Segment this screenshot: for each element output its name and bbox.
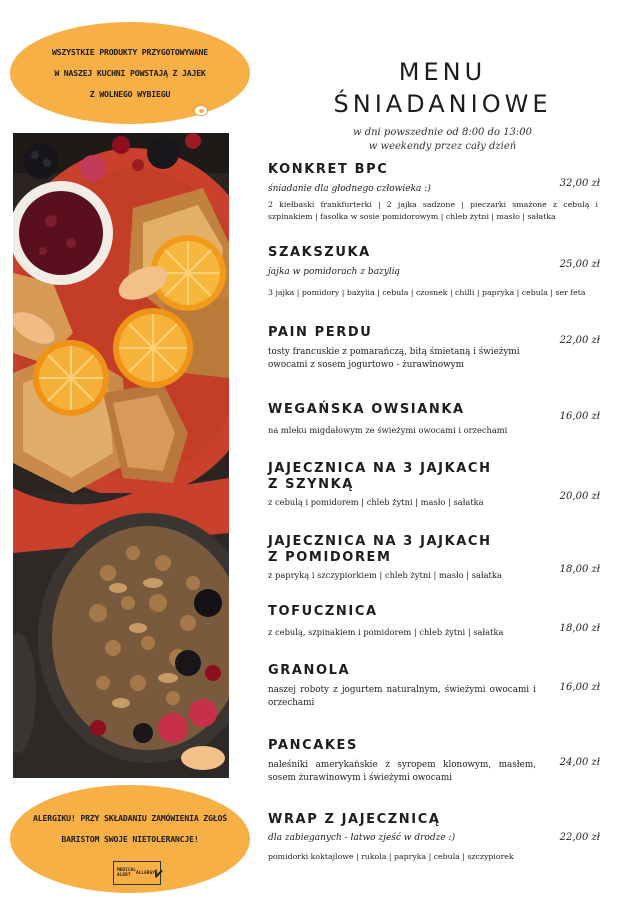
item-subtitle: dla zabieganych - łatwo zjeść w drodze :) [268, 833, 456, 843]
item-description: na mleku migdałowym ze świeżymi owocami i orzechami [268, 425, 508, 435]
item-price: 32,00 zł [559, 178, 600, 189]
menu-item-wrap-z-jajecznica [268, 812, 608, 863]
allergy-icon-label: ALLERGY [135, 870, 155, 876]
menu-item-jajecznica-z-pomidorem [268, 534, 608, 582]
item-price: 24,00 zł [559, 757, 600, 768]
item-description: 3 jajka | pomidory | bazylia | cebula | czosnek | chilli | papryka | cebula | ser feta [268, 288, 586, 297]
notice-free-range-eggs [10, 22, 250, 124]
item-name: JAJECZNICA NA 3 JAJKACH [268, 534, 492, 549]
allergy-icon-label: MEDICAL ALERT [117, 868, 136, 878]
item-name-line2: Z SZYNKĄ [268, 477, 354, 492]
item-description: 2 kiełbaski frankfurterki | 2 jajka sadzone | pieczarki smażone z cebulą i szpinakiem | fasolka w sosie pomidorowym | chleb żytni | masło | sałatka [268, 200, 598, 221]
menu-item-jajecznica-z-szynka [268, 461, 608, 509]
item-description: tosty francuskie z pomarańczą, bitą śmietaną i świeżymi owocami z sosem jogurtowo - żurawinowym [268, 347, 520, 370]
item-name-line2: Z POMIDOREM [268, 550, 392, 565]
item-price: 20,00 zł [559, 491, 600, 502]
item-description: naszej roboty z jogurtem naturalnym, świeżymi owocami i orzechami [268, 685, 536, 708]
opening-hours: w dni powszednie od 8:00 do 13:00 w weekendy przez cały dzień [352, 127, 533, 152]
menu-item-pancakes [268, 738, 608, 785]
page-title: MENU [398, 58, 487, 86]
item-name: WRAP Z JAJECZNICĄ [268, 812, 441, 827]
item-name: GRANOLA [268, 663, 351, 678]
item-price: 16,00 zł [559, 682, 600, 693]
item-subtitle: jajka w pomidorach z bazylią [268, 267, 401, 277]
menu-item-konkret-bpc [268, 162, 608, 223]
menu-item-weganska-owsianka [268, 402, 608, 437]
menu-header [300, 56, 585, 154]
menu-item-granola [268, 663, 608, 710]
menu-item-pain-perdu [268, 325, 608, 372]
item-name: SZAKSZUKA [268, 245, 371, 260]
menu-item-tofucznica [268, 604, 608, 639]
medical-alert-allergy-icon [113, 861, 161, 885]
item-price: 18,00 zł [559, 623, 600, 634]
item-subtitle: śniadanie dla głodnego człowieka :) [268, 184, 431, 194]
notice-line: W NASZEJ KUCHNI POWSTAJĄ Z JAJEK [54, 67, 206, 78]
notice-line: BARISTOM SWOJE NIETOLERANCJE! [61, 834, 199, 844]
item-description: z cebulą, szpinakiem i pomidorem | chleb żytni | sałatka [268, 627, 504, 637]
notice-line: ALERGIKU! PRZY SKŁADANIU ZAMÓWIENIA ZGŁOŚ [33, 813, 227, 823]
item-name: TOFUCZNICA [268, 604, 378, 619]
notice-line: Z WOLNEGO WYBIEGU [89, 88, 171, 99]
food-photo [13, 133, 229, 778]
notice-line: WSZYSTKIE PRODUKTY PRZYGOTOWYWANE [51, 46, 209, 57]
item-name: JAJECZNICA NA 3 JAJKACH [268, 461, 492, 476]
item-name: KONKRET BPC [268, 162, 389, 177]
item-description: z papryką i szczypiorkiem | chleb żytni | masło | sałatka [268, 570, 502, 580]
item-price: 22,00 zł [559, 335, 600, 346]
item-description: pomidorki koktajlowe | rukola | papryka | cebula | szczypiorek [268, 852, 514, 861]
item-price: 16,00 zł [559, 411, 600, 422]
notice-allergy [10, 785, 250, 893]
no-symbol-icon [155, 869, 157, 878]
item-description: z cebulą i pomidorem | chleb żytni | masło | sałatka [268, 497, 484, 507]
item-name: WEGAŃSKA OWSIANKA [268, 402, 465, 417]
item-price: 18,00 zł [559, 564, 600, 575]
egg-icon [194, 105, 208, 116]
item-price: 25,00 zł [559, 259, 600, 270]
item-price: 22,00 zł [559, 832, 600, 843]
menu-item-szakszuka [268, 245, 608, 299]
page-title-line2: ŚNIADANIOWE [333, 90, 552, 118]
item-name: PAIN PERDU [268, 325, 373, 340]
item-description: naleśniki amerykańskie z syropem klonowym, masłem, sosem żurawinowym i świeżymi owocami [268, 760, 536, 783]
item-name: PANCAKES [268, 738, 358, 753]
